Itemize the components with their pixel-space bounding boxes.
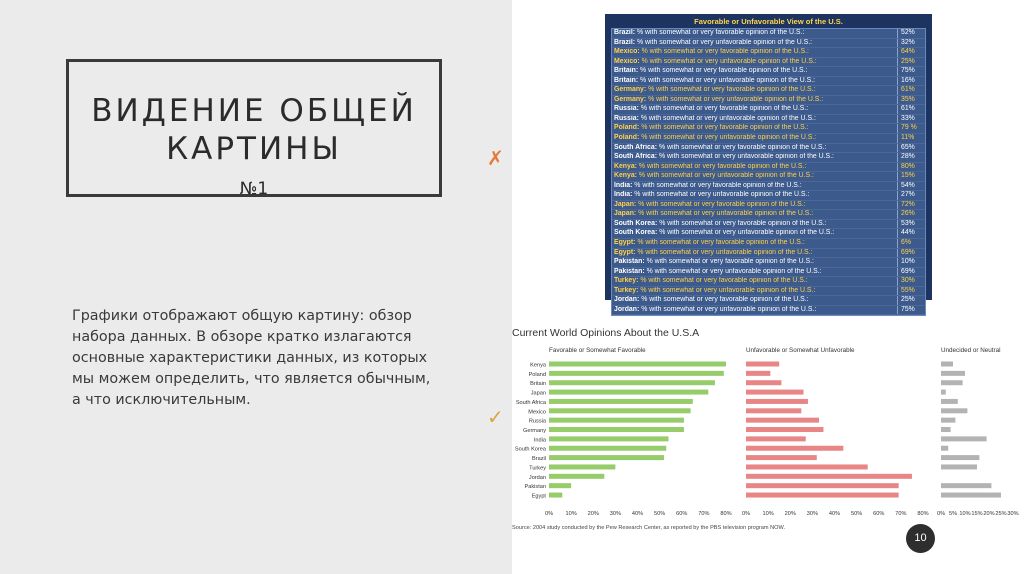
opinions-chart (508, 322, 1024, 542)
table-row-value: 25% (897, 58, 925, 67)
bar (549, 436, 668, 441)
table-row-value: 32% (897, 39, 925, 48)
table-row-country: Egypt: (614, 239, 636, 247)
table-row-label (612, 258, 897, 267)
table-row (612, 86, 925, 96)
table-row-label (612, 229, 897, 238)
table-row (612, 29, 925, 39)
tick-label: 30% (1007, 511, 1019, 517)
table-row-text: % with somewhat or very favorable opinion of the U.S.: (641, 124, 809, 132)
tick-label: 30% (806, 511, 818, 517)
table-row (612, 172, 925, 182)
table-row-label (612, 124, 897, 133)
table-row-country: Russia: (614, 105, 639, 113)
table-row-country: South Africa: (614, 143, 658, 151)
table-row-text: % with somewhat or very unfavorable opinion of the U.S.: (641, 134, 817, 142)
table-row-label (612, 153, 897, 162)
table-row-text: % with somewhat or very favorable opinion of the U.S.: (636, 29, 805, 36)
table-row-label (612, 182, 897, 191)
table-row-value: 53% (897, 220, 925, 229)
table-row-text: % with somewhat or very favorable opinion of the U.S.: (659, 219, 827, 227)
bar (746, 483, 899, 488)
table-row-text: % with somewhat or very unfavorable opinion of the U.S.: (641, 305, 817, 313)
table-row-value: 35% (897, 96, 925, 105)
table-row-text: % with somewhat or very favorable opinion of the U.S.: (634, 181, 802, 189)
table-row-label (612, 86, 897, 95)
bar (941, 446, 948, 451)
table-row-label (612, 277, 897, 286)
series-header: Unfavorable or Somewhat Unfavorable (746, 347, 855, 354)
table-row-label (612, 239, 897, 248)
table-row (612, 258, 925, 268)
table-row-value: 6% (897, 239, 925, 248)
bar (941, 390, 946, 395)
category-label: Poland (528, 371, 546, 378)
cross-mark-icon: ✗ (487, 146, 504, 170)
category-label: Brazil (532, 456, 546, 463)
table-row-country: South Africa: (614, 153, 658, 161)
slide-subtitle: №1 (239, 179, 269, 199)
table-row-label (612, 172, 897, 181)
bar (746, 427, 823, 432)
table-row-value: 64% (897, 48, 925, 57)
table-row-country: Jordan: (614, 296, 640, 304)
table-row-text: % with somewhat or very unfavorable opinion of the U.S.: (637, 248, 813, 256)
table-row (612, 67, 925, 77)
table-row-text: % with somewhat or very unfavorable opinion of the U.S.: (648, 95, 824, 103)
table-body (611, 28, 926, 316)
bar (549, 371, 724, 376)
bar (549, 399, 693, 404)
bar (941, 483, 991, 488)
bar (746, 418, 819, 423)
table-row-label (612, 220, 897, 229)
table-row-label (612, 144, 897, 153)
table-row (612, 153, 925, 163)
tick-label: 20% (587, 511, 599, 517)
table-row (612, 48, 925, 58)
table-row (612, 306, 925, 316)
table-row (612, 210, 925, 220)
table-row-value: 75% (897, 306, 925, 315)
table-row (612, 96, 925, 106)
table-row (612, 134, 925, 144)
table-row-value: 33% (897, 115, 925, 124)
category-label: Britain (530, 381, 546, 388)
bar (549, 427, 684, 432)
bar (941, 418, 955, 423)
table-row-country: Poland: (614, 124, 640, 132)
table-row-text: % with somewhat or very favorable opinion of the U.S.: (648, 86, 816, 94)
tick-label: 15% (971, 511, 983, 517)
tick-label: 25% (995, 511, 1007, 517)
bar (941, 380, 963, 385)
chart-source: Source: 2004 study conducted by the Pew Research Center, as reported by the PBS television program NOW. (512, 525, 785, 531)
table-row-value: 79 % (897, 124, 925, 133)
table-row-value: 11% (897, 134, 925, 143)
category-label: Pakistan (524, 484, 546, 491)
tick-label: 60% (676, 511, 688, 517)
bar (746, 371, 770, 376)
bar (549, 418, 684, 423)
tick-label: 80% (917, 511, 929, 517)
table-row-value: 54% (897, 182, 925, 191)
table-row-value: 69% (897, 249, 925, 258)
bar (746, 474, 912, 479)
bar (746, 399, 808, 404)
table-row-label (612, 96, 897, 105)
table-row-label (612, 296, 897, 305)
table-row-value: 65% (897, 144, 925, 153)
table-row-value: 55% (897, 287, 925, 296)
bar (941, 436, 987, 441)
bar (941, 493, 1001, 498)
table-row-value: 80% (897, 163, 925, 172)
table-row (612, 115, 925, 125)
table-row (612, 124, 925, 134)
table-row-value: 44% (897, 229, 925, 238)
tick-label: 50% (851, 511, 863, 517)
category-label: Egypt (531, 493, 546, 500)
tick-label: 50% (654, 511, 666, 517)
bar (549, 446, 666, 451)
bar (549, 455, 664, 460)
table-row-text: % with somewhat or very favorable opinion of the U.S.: (638, 162, 807, 170)
table-row-country: Kenya: (614, 172, 637, 180)
bar (941, 455, 979, 460)
favorability-table (605, 14, 932, 313)
title-box (66, 59, 442, 197)
table-row-country: Japan: (614, 200, 637, 208)
table-row (612, 77, 925, 87)
table-row (612, 144, 925, 154)
bar (549, 362, 726, 367)
bar (941, 427, 951, 432)
table-row-label (612, 163, 897, 172)
table-row-country: India: (614, 181, 633, 189)
category-label: Mexico (528, 409, 546, 416)
table-row-text: % with somewhat or very favorable opinion of the U.S.: (641, 48, 809, 56)
table-row (612, 296, 925, 306)
table-row-value: 28% (897, 153, 925, 162)
table-row (612, 268, 925, 278)
category-label: Russia (528, 418, 546, 425)
category-label: India (533, 437, 546, 444)
table-row (612, 39, 925, 49)
table-row (612, 239, 925, 249)
table-row-country: Mexico: (614, 48, 640, 56)
table-row-value: 75% (897, 67, 925, 76)
table-row (612, 201, 925, 211)
tick-label: 40% (828, 511, 841, 517)
table-row-country: Mexico: (614, 57, 640, 65)
table-row-text: % with somewhat or very unfavorable opinion of the U.S.: (659, 229, 835, 237)
table-row-value: 69% (897, 268, 925, 277)
bar (941, 464, 977, 469)
table-row-label (612, 268, 897, 277)
bar (746, 390, 804, 395)
bar (549, 474, 604, 479)
table-row-text: % with somewhat or very favorable opinion of the U.S.: (640, 105, 809, 113)
category-label: Japan (530, 390, 546, 397)
category-label: Turkey (529, 465, 546, 472)
tick-label: 10% (762, 511, 774, 517)
tick-label: 5% (948, 511, 958, 517)
table-row-label (612, 191, 897, 200)
table-row (612, 220, 925, 230)
table-row-country: Brazil: (614, 29, 636, 36)
table-row-country: Egypt: (614, 248, 636, 256)
bar (549, 380, 715, 385)
table-row-value: 15% (897, 172, 925, 181)
table-row-country: Russia: (614, 114, 639, 122)
table-row-country: Britain: (614, 67, 639, 75)
table-row-label (612, 77, 897, 86)
series-header: Favorable or Somewhat Favorable (549, 347, 646, 354)
description-text: Графики отображают общую картину: обзор набора данных. В обзоре кратко излагаются основные характеристики данных, из которых мы можем определить, что является обычным, а что исключительным. (72, 308, 431, 408)
table-row (612, 229, 925, 239)
bar (941, 371, 965, 376)
series-header: Undecided or Neutral (941, 347, 1001, 354)
table-row (612, 287, 925, 297)
table-row-text: % with somewhat or very unfavorable opinion of the U.S.: (636, 38, 813, 46)
bar (549, 493, 562, 498)
table-row (612, 163, 925, 173)
bar (941, 399, 958, 404)
table-row-label (612, 105, 897, 114)
tick-label: 20% (983, 511, 995, 517)
table-row-text: % with somewhat or very unfavorable opinion of the U.S.: (634, 191, 810, 199)
table-row-value: 30% (897, 277, 925, 286)
table-row (612, 58, 925, 68)
bar (746, 455, 817, 460)
category-label: Jordan (528, 474, 546, 481)
table-row (612, 105, 925, 115)
table-row-text: % with somewhat or very favorable opinion of the U.S.: (640, 67, 808, 75)
table-row-country: Kenya: (614, 162, 637, 170)
table-row-label (612, 210, 897, 219)
table-row-country: Jordan: (614, 305, 640, 313)
table-row-country: Germany: (614, 86, 647, 94)
table-row-value: 61% (897, 105, 925, 114)
table-row-label (612, 287, 897, 296)
table-row-text: % with somewhat or very favorable opinion of the U.S.: (658, 143, 827, 151)
tick-label: 10% (565, 511, 577, 517)
table-row-label (612, 58, 897, 67)
table-row-value: 16% (897, 77, 925, 86)
table-row-value: 27% (897, 191, 925, 200)
table-row-text: % with somewhat or very favorable opinion of the U.S.: (637, 239, 805, 247)
table-row-text: % with somewhat or very unfavorable opinion of the U.S.: (640, 286, 816, 294)
bar (746, 436, 806, 441)
bar (549, 390, 708, 395)
table-row-country: Turkey: (614, 286, 639, 294)
bar (746, 362, 779, 367)
tick-label: 70% (698, 511, 710, 517)
table-row-country: South Korea: (614, 229, 658, 237)
bar (941, 408, 967, 413)
table-row-country: Japan: (614, 210, 637, 218)
table-row-label (612, 67, 897, 76)
table-row-value: 52% (897, 29, 925, 38)
table-row-text: % with somewhat or very unfavorable opinion of the U.S.: (658, 153, 834, 161)
table-row-text: % with somewhat or very unfavorable opinion of the U.S.: (641, 57, 817, 65)
check-mark-icon: ✓ (487, 405, 504, 429)
tick-label: 0% (544, 511, 554, 517)
tick-label: 40% (631, 511, 644, 517)
table-row-country: Turkey: (614, 277, 639, 285)
table-row (612, 182, 925, 192)
table-row-country: India: (614, 191, 633, 199)
bar (549, 464, 615, 469)
table-row-value: 72% (897, 201, 925, 210)
table-row-value: 25% (897, 296, 925, 305)
table-row-text: % with somewhat or very unfavorable opinion of the U.S.: (646, 267, 822, 275)
category-label: South Africa (515, 399, 546, 406)
table-row-text: % with somewhat or very unfavorable opinion of the U.S.: (640, 114, 816, 122)
bar (746, 380, 781, 385)
table-row-label (612, 39, 897, 48)
slide-title (69, 92, 439, 168)
table-row-country: Germany: (614, 95, 647, 103)
table-row-country: South Korea: (614, 219, 658, 227)
table-row-label (612, 249, 897, 258)
bar (941, 362, 953, 367)
tick-label: 30% (609, 511, 621, 517)
table-row-text: % with somewhat or very favorable opinion of the U.S.: (640, 277, 808, 285)
table-row-text: % with somewhat or very unfavorable opinion of the U.S.: (638, 172, 814, 180)
title-line-1: ВИДЕНИЕ ОБЩЕЙ (91, 93, 417, 129)
table-row-value: 61% (897, 86, 925, 95)
bar (746, 408, 801, 413)
table-row-country: Poland: (614, 134, 640, 142)
table-title: Favorable or Unfavorable View of the U.S. (694, 17, 843, 26)
table-row (612, 249, 925, 259)
table-row-label (612, 201, 897, 210)
chart-title: Current World Opinions About the U.S.A (512, 327, 700, 339)
category-label: South Korea (514, 446, 546, 453)
table-row-country: Pakistan: (614, 258, 645, 266)
category-label: Germany (522, 428, 546, 435)
table-row-country: Brazil: (614, 38, 636, 46)
table-row (612, 277, 925, 287)
table-row-label (612, 48, 897, 57)
bar (746, 493, 899, 498)
table-row-text: % with somewhat or very unfavorable opinion of the U.S.: (638, 210, 814, 218)
tick-label: 70% (895, 511, 907, 517)
table-row-country: Britain: (614, 76, 639, 84)
tick-label: 0% (936, 511, 946, 517)
tick-label: 60% (873, 511, 885, 517)
bar (549, 408, 691, 413)
table-row-text: % with somewhat or very unfavorable opinion of the U.S.: (640, 76, 816, 84)
bar (746, 446, 843, 451)
table-row-text: % with somewhat or very favorable opinion of the U.S.: (646, 258, 814, 266)
tick-label: 20% (784, 511, 796, 517)
table-row-label (612, 134, 897, 143)
bar (549, 483, 571, 488)
table-row (612, 191, 925, 201)
title-line-2: КАРТИНЫ (166, 131, 342, 167)
tick-label: 80% (720, 511, 732, 517)
tick-label: 0% (741, 511, 751, 517)
table-row-text: % with somewhat or very favorable opinion of the U.S.: (638, 200, 806, 208)
table-row-label (612, 306, 897, 315)
table-row-value: 10% (897, 258, 925, 267)
table-row-label (612, 115, 897, 124)
table-row-text: % with somewhat or very favorable opinion of the U.S.: (641, 296, 809, 304)
table-row-value: 26% (897, 210, 925, 219)
table-row-country: Pakistan: (614, 267, 645, 275)
table-row-label (612, 29, 897, 38)
category-label: Kenya (530, 362, 546, 369)
tick-label: 10% (959, 511, 971, 517)
bar (746, 464, 868, 469)
page-number-badge: 10 (906, 524, 935, 553)
